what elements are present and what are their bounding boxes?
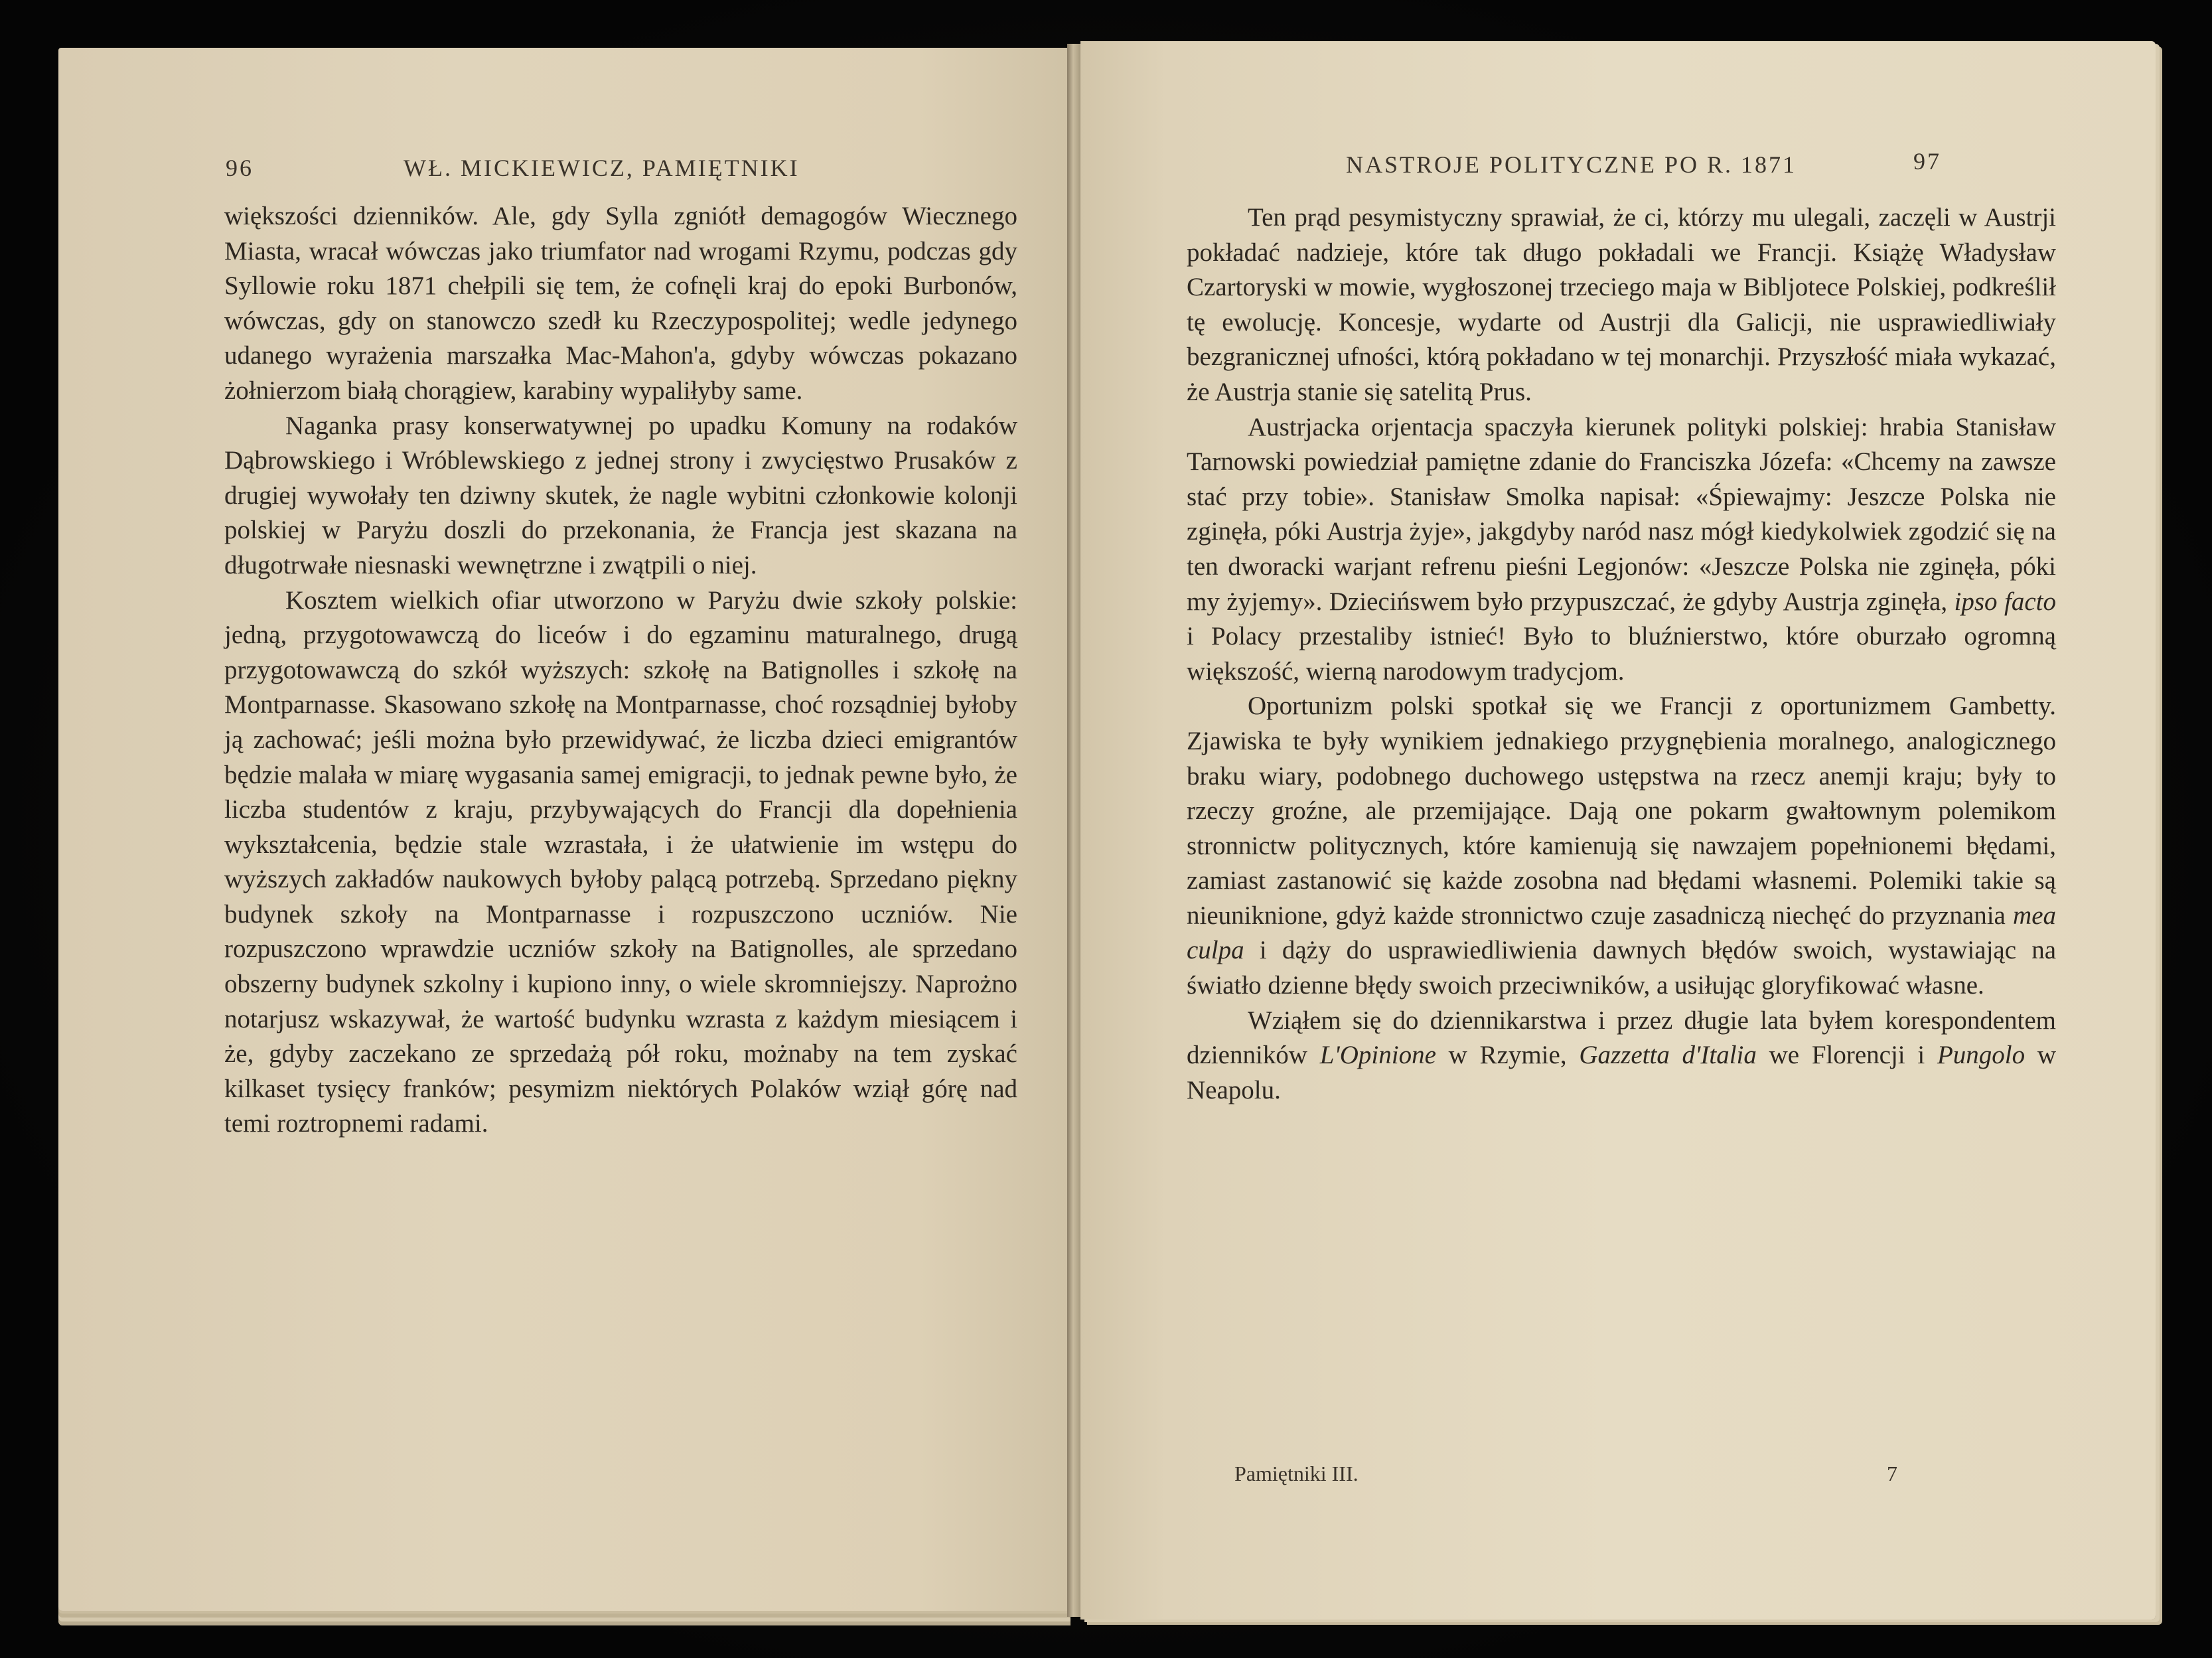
left-paragraph-3: Kosztem wielkich ofiar utworzono w Paryżu dwie szkoły polskie: jedną, przygotowawczą do liceów i do egzaminu maturalnego, drugą przygotowawczą do szkół wyższych: szkołę na Batignolles i szkołę na Montparnasse. Skasowano szkołę na Montparnasse, choć rozsądniej byłoby ją zachować; jeśli można było przewidywać, że liczba dzieci emigrantów będzie malała w miarę wygasania samej emigracji, to jednak pewne było, że liczba studentów z kraju, przybywających do Francji dla dopełnienia wykształcenia, będzie stale wzrastała, i że ułatwienie im wstępu do wyższych zakładów naukowych byłoby palącą potrzebą. Sprzedano piękny budynek szkoły na Montparnasse i rozpuszczono uczniów. Nie rozpuszczono wprawdzie uczniów szkoły na Batignolles, ale sprzedano obszerny budynek szkolny i kupiono inny, o wiele skromniejszy. Naprożno notarjusz wskazywał, że wartość budynku wzrasta z każdym miesiącem i że, gdyby zaczekano ze sprzedażą pół roku, możnaby na tem zyskać kilkaset tysięcy franków; pesymizm niektórych Polaków wziął górę nad temi roztropnemi radami.	[224, 585, 1017, 1138]
left-running-head: WŁ. MICKIEWICZ, PAMIĘTNIKI	[404, 155, 800, 181]
right-paragraph-1: Ten prąd pesymistyczny sprawiał, że ci, którzy mu ulegali, zaczęli w Austrji pokładać nadzieje, które tak długo pokładali we Francji. Książę Władysław Czartoryski w mowie, wygłoszonej trzeciego maja w Bibljotece Polskiej, podkreślił tę ewolucję. Koncesje, wydarte od Austrji dla Galicji, nie usprawiedliwiały bezgranicznej ufności, którą pokładano w tej monarchji. Przyszłość miała wykazać, że Austrja stanie się satelitą Prus.	[1187, 203, 2056, 406]
right-page-number: 97	[1913, 148, 1941, 175]
left-paragraph-1: większości dzienników. Ale, gdy Sylla zgniótł demagogów Wiecznego Miasta, wracał wówczas jako triumfator nad wrogami Rzymu, podczas gdy Syllowie roku 1871 chełpili się tem, że cofnęli kraj do epoki Burbonów, wówczas, gdy on stanowczo szedł ku Rzeczypospolitej; wedle jedynego udanego wyrażenia marszałka Mac-Mahon'a, gdyby wówczas pokazano żołnierzom białą chorągiew, karabiny wypaliłyby same.	[224, 202, 1017, 405]
right-page	[1080, 41, 2156, 1620]
left-page	[58, 48, 1070, 1611]
right-paragraph-3: Oportunizm polski spotkał się we Francji z oportunizmem Gambetty. Zjawiska te były wynikiem jednakiego przygnębienia moralnego, analogicznego braku wiary, podobnego duchowego ustępstwa na rzecz anemji kraju; były to rzeczy groźne, ale przemijające. Dają one pokarm gwałtownym polemikom stronnictw politycznych, które kamienują się nawzajem popełnionemi błędami, zamiast zastanowić się każde zosobna nad błędami własnemi. Polemiki takie są nieuniknione, gdyż każde stronnictwo czuje zasadniczą niechęć do przyznania mea culpa i dąży do usprawiedliwienia dawnych błędów swoich, wystawiając na światło dzienne błędy swoich przeciwników, a usiłując gloryfikować własne.	[1187, 692, 2057, 1000]
right-paragraph-4: Wziąłem się do dziennikarstwa i przez długie lata byłem korespondentem dzienników L'Opinione w Rzymie, Gazzetta d'Italia we Florencji i Pungolo w Neapolu.	[1187, 1006, 2057, 1104]
right-running-head: NASTROJE POLITYCZNE PO R. 1871	[1346, 151, 1797, 178]
right-paragraph-2: Austrjacka orjentacja spaczyła kierunek polityki polskiej: hrabia Stanisław Tarnowski powiedział pamiętne zdanie do Franciszka Józefa: «Chcemy na zawsze stać przy tobie». Stanisław Smolka napisał: «Śpiewajmy: Jeszcze Polska nie zginęła, póki Austrja żyje», jakgdyby naród nasz mógł kiedykolwiek zgodzić się na ten dworacki warjant refrenu pieśni Legjonów: «Jeszcze Polska nie zginęła, póki my żyjemy». Dziecińswem było przypuszczać, że gdyby Austrja zginęła, ipso facto i Polacy przestaliby istnieć! Było to bluźnierstwo, które oburzało ogromną większość, wierną narodowym tradycjom.	[1187, 412, 2057, 686]
signature-number: 7	[1887, 1462, 1897, 1485]
left-text-block	[224, 199, 1017, 1142]
left-paragraph-2: Naganka prasy konserwatywnej po upadku Komuny na rodaków Dąbrowskiego i Wróblewskiego z jednej strony i zwycięstwo Prusaków z drugiej wywołały ten dziwny skutek, że nagle wybitni członkowie kolonji polskiej w Paryżu doszli do przekonania, że Francja jest skazana na długotrwałe niesnaski wewnętrzne i zwątpili o niej.	[224, 411, 1017, 579]
right-text-block	[1187, 200, 2056, 1108]
left-page-number: 96	[226, 155, 254, 181]
signature-mark: Pamiętniki III.	[1234, 1462, 1359, 1485]
